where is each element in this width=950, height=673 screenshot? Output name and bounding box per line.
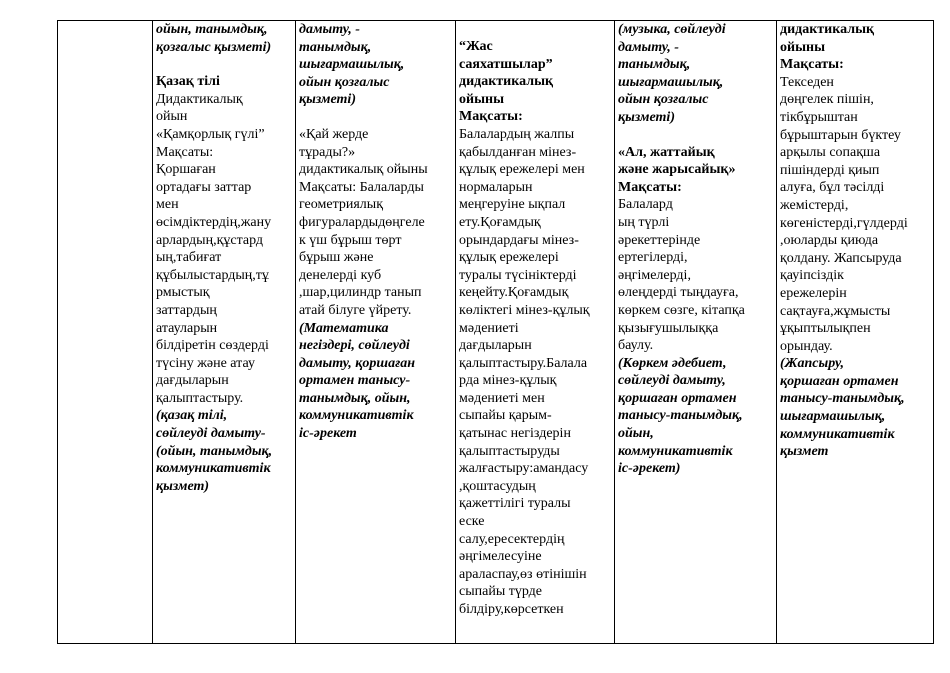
cell-heading: “Жас саяхатшылар” дидактикалық ойыны Мақсаты: — [459, 39, 554, 125]
blank-line — [156, 56, 292, 73]
table-row — [58, 21, 934, 644]
table-cell-applique — [777, 21, 934, 644]
blank-line — [459, 21, 611, 38]
cell-paragraph: Балалард ың түрлі әрекеттерінде ертегілерді, әңгімелерді, өлеңдерді тыңдауға, көркем сөзге, кітапқа қызығушылыққа баулу. — [618, 197, 745, 354]
blank-line — [618, 127, 773, 144]
table-cell-young-travelers — [456, 21, 615, 644]
cell-activity-note: (музыка, сөйлеуді дамыту, - танымдық, шығармашылық, ойын қозғалыс қызметі) — [618, 22, 726, 125]
cell-activity-note: дамыту, - танымдық, шығармашылық, ойын қозғалыс қызметі) — [299, 22, 405, 108]
cell-paragraph: Дидактикалық ойын «Қамқорлық гүлі” Мақсаты: Қоршаған ортадағы заттар мен өсімдіктердің,жану арлардың,құстард ың,табиғат құбылыстардың,тұ рмыстық заттардың атауларын білдіретін сөздерді түсіну және атау дағдыларын қалыптастыру. — [156, 91, 272, 406]
cell-activity-note: (Жапсыру, қоршаған ортамен танысу-танымдық, шығармашылық, коммуникативтік қызмет — [780, 356, 905, 460]
cell-activity-note: (Көркем әдебиет, сөйлеуді дамыту, қоршаған ортамен танысу-танымдық, ойын, коммуникативтік іс-әрекет) — [618, 355, 743, 477]
table-cell-kazakh-language — [153, 21, 296, 644]
table-cell-blank — [58, 21, 153, 644]
cell-activity-note: (Математика негіздері, сөйлеуді дамыту, қоршаған ортамен танысу- танымдық, ойын, коммуникативтік іс-әрекет — [299, 320, 416, 442]
cell-heading: «Ал, жаттайық және жарысайық» Мақсаты: — [618, 144, 736, 195]
table-cell-memorize-compete — [615, 21, 777, 644]
lesson-plan-table — [57, 20, 934, 644]
blank-line — [299, 109, 452, 126]
cell-paragraph: Балалардың жалпы қабылданған мінез- құлық ережелері мен нормаларын меңгеруіне ықпал ету.Қоғамдық орындардағы мінез- құлық ережелері туралы түсініктерді кеңейту.Қоғамдық көліктегі мінез-құлық мәдениеті дағдыларын қалыптастыру.Балала рда мінез-құлық мәдениеті мен сыпайы қарым- қатынас негіздерін қалыптастыруды жалғастыру:амандасу ,қоштасудың қажеттілігі туралы еске салу,ересектердің әңгімелесуіне араласпау,өз өтінішін сыпайы түрде білдіру,көрсеткен — [459, 126, 590, 617]
cell-paragraph: Текседен дөңгелек пішін, тікбұрыштан бұрыштарын бүктеу арқылы сопақша пішіндерді қиып алуға, бұл тәсілді жемістерді, көгеністерді,гүлдерді ,оюларды қиюда қолдану. Жапсыруда қауіпсіздік ережелерін сақтауға,жұмысты ұқыптылықпен орындау. — [780, 74, 908, 354]
cell-heading: Қазақ тілі — [156, 74, 220, 90]
cell-activity-note: ойын, танымдық, қозғалыс қызметі) — [156, 22, 272, 55]
table-cell-math-game — [296, 21, 456, 644]
cell-activity-note: (қазақ тілі, сөйлеуді дамыту- (ойын, танымдық, коммуникативтік қызмет) — [156, 408, 273, 494]
cell-paragraph: «Қай жерде тұрады?» дидактикалық ойыны Мақсаты: Балаларды геометриялық фигуралардыдөңгеле к үш бұрыш төрт бұрыш және денелерді куб ,шар,цилиндр танып атай білуге үйрету. — [299, 126, 428, 318]
cell-heading: дидактикалық ойыны Мақсаты: — [780, 22, 875, 73]
